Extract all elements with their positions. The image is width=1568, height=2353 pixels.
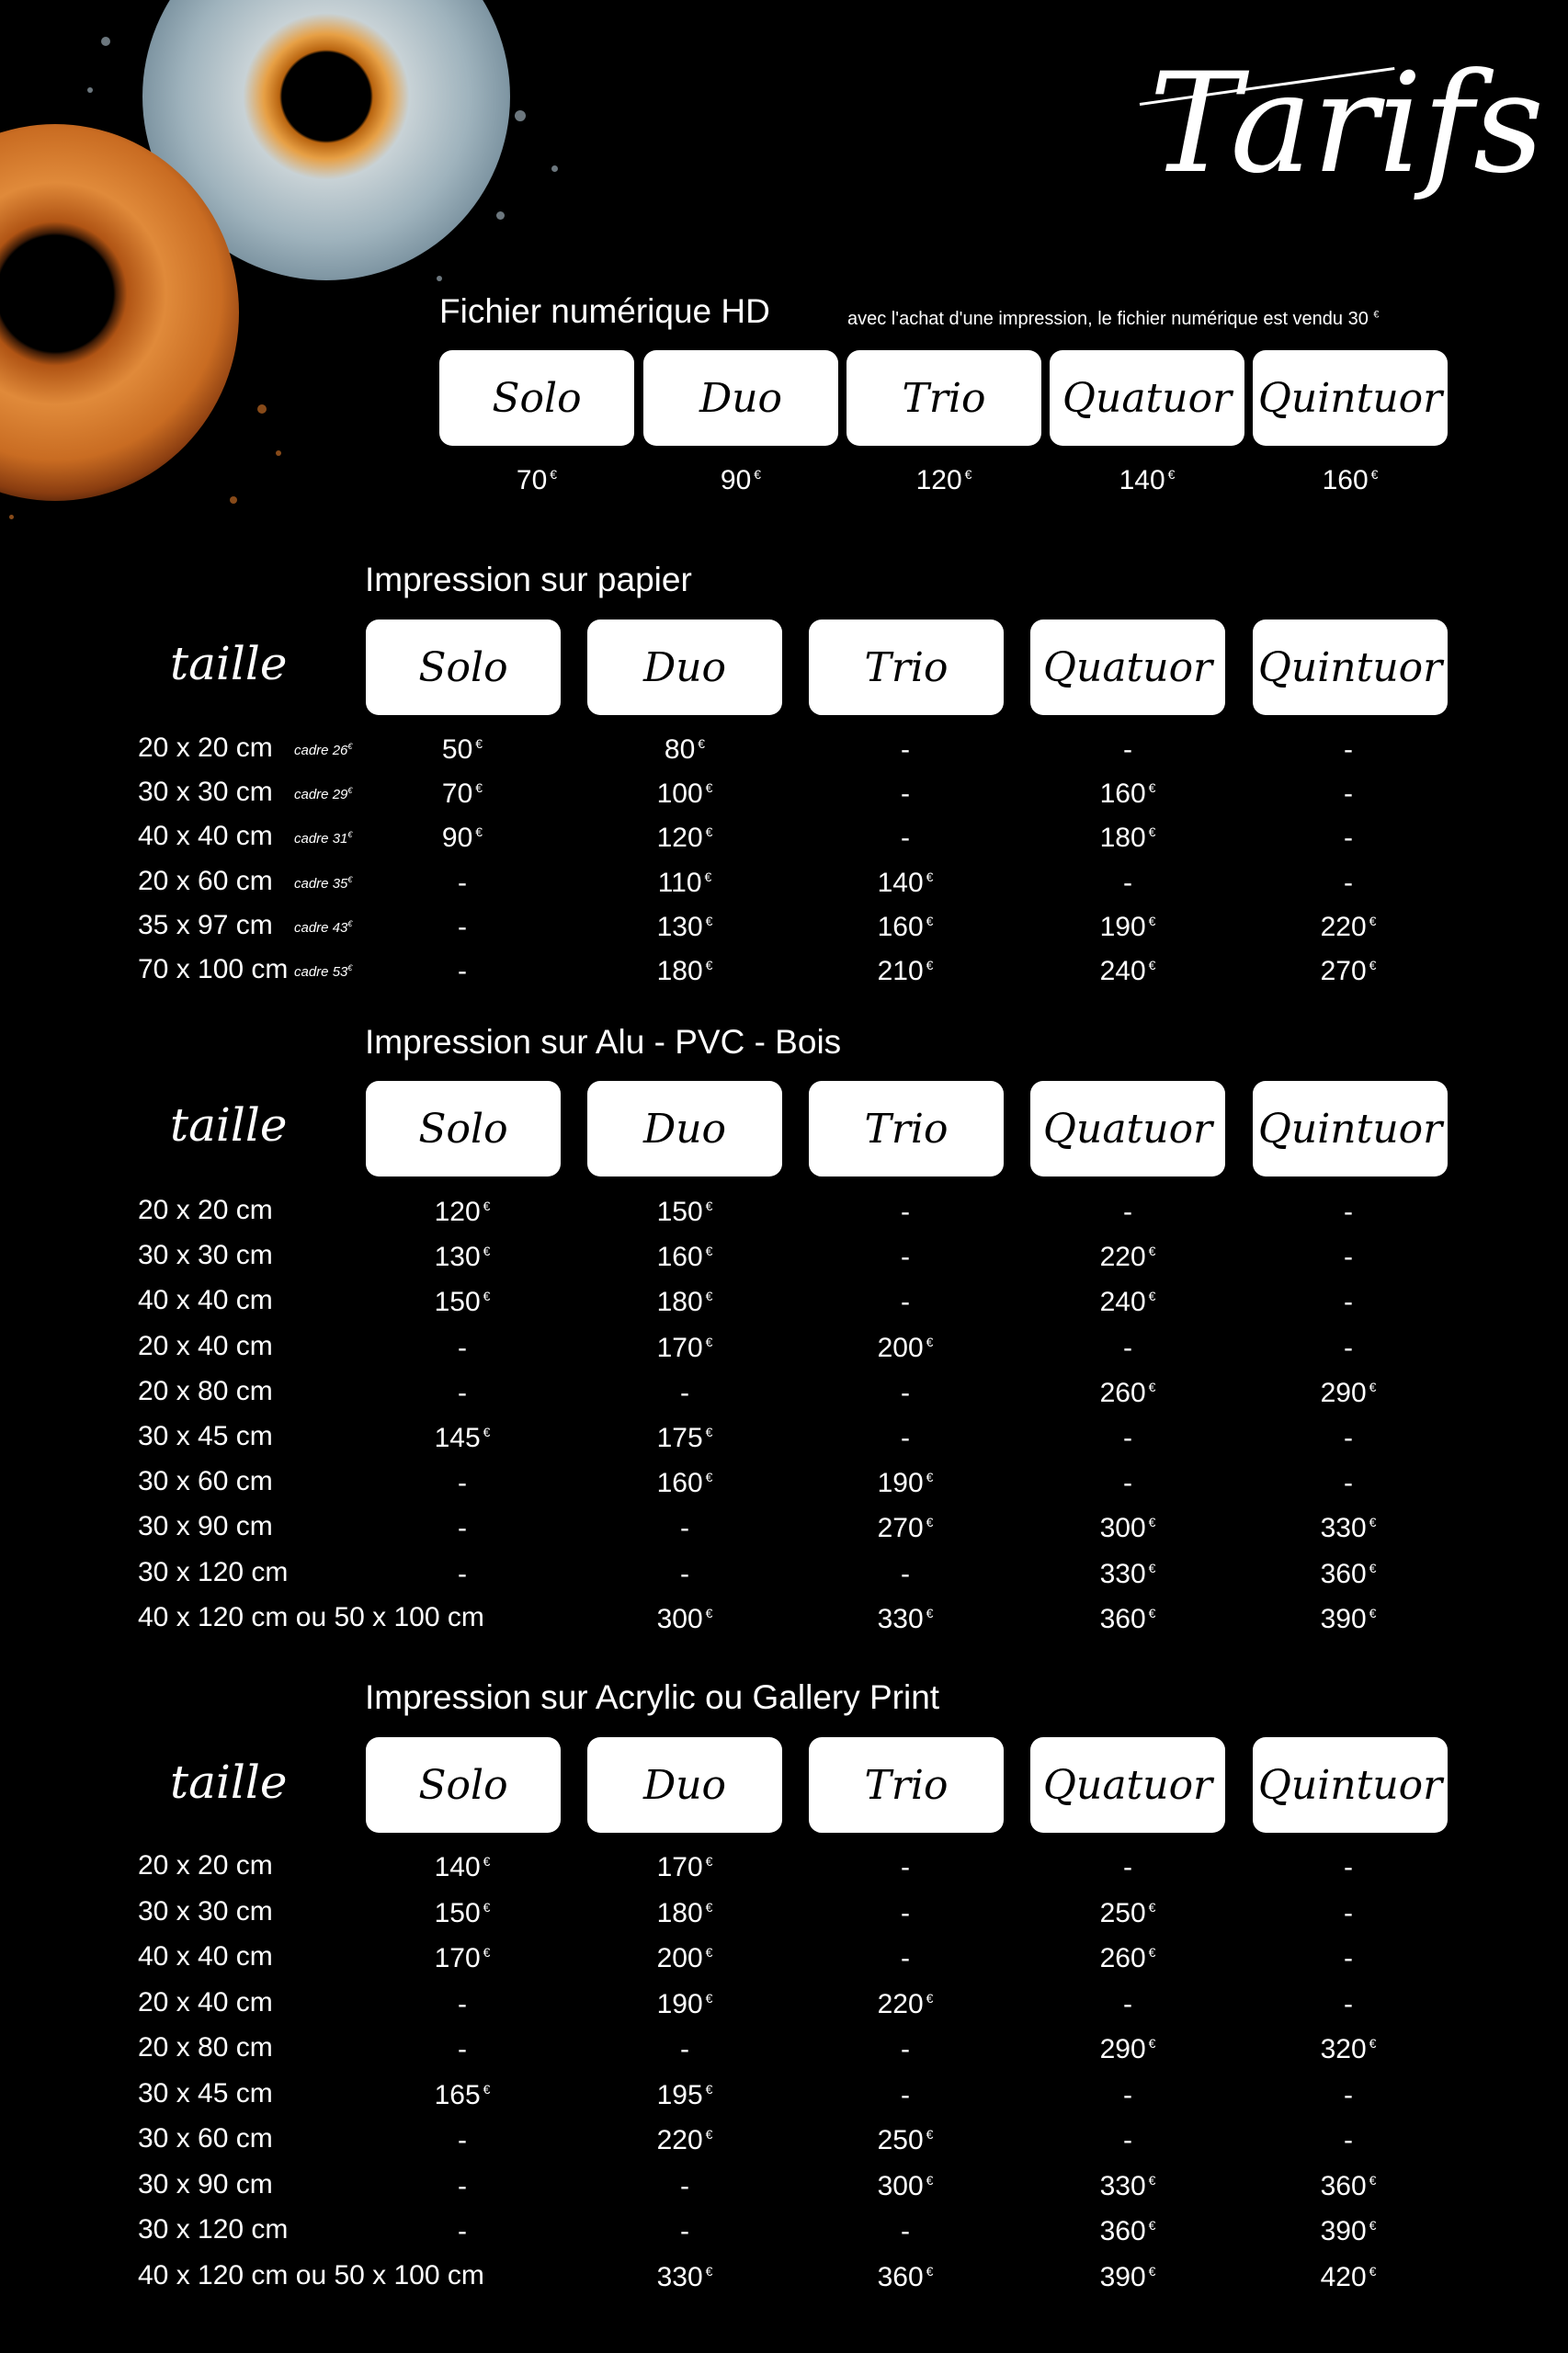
price-cell: 160 € <box>1322 465 1379 495</box>
price-cell: 290 € <box>1320 1377 1377 1408</box>
price-cell: 300 € <box>1099 1513 1156 1544</box>
price-cell: - <box>1344 1332 1353 1363</box>
price-cell: 110 € <box>657 867 712 898</box>
price-cell: - <box>901 1287 910 1318</box>
price-cell: 190 € <box>1099 911 1156 942</box>
size-label: 30 x 30 cm <box>138 1895 273 1927</box>
price-cell: - <box>901 1242 910 1273</box>
size-label: 20 x 80 cm <box>138 1375 273 1406</box>
size-label: 30 x 30 cm <box>138 1240 273 1271</box>
tier-card-quatuor <box>1030 620 1225 715</box>
tier-label: Solo <box>418 1761 508 1809</box>
price-cell: - <box>1123 1332 1132 1363</box>
size-label: 20 x 20 cm <box>138 1195 273 1225</box>
price-cell: 190 € <box>877 1468 934 1499</box>
price-cell: - <box>1344 1468 1353 1499</box>
price-cell: 175 € <box>656 1423 713 1453</box>
paper-taille-label: taille <box>170 637 288 690</box>
tier-card-quintuor <box>1253 1737 1448 1833</box>
price-cell: 140 € <box>877 867 934 898</box>
price-cell: 150 € <box>434 1287 491 1318</box>
price-cell: 200 € <box>656 1943 713 1973</box>
price-cell: 290 € <box>1099 2034 1156 2064</box>
tier-label: Solo <box>418 1105 508 1153</box>
price-cell: 390 € <box>1320 1603 1377 1634</box>
size-label: 40 x 120 cm ou 50 x 100 cm <box>138 2259 484 2290</box>
size-label: 20 x 40 cm <box>138 1986 273 2018</box>
price-cell: 220 € <box>1099 1242 1156 1273</box>
price-cell: - <box>1344 1988 1353 2019</box>
tier-label: Trio <box>864 1761 949 1809</box>
tier-card-trio <box>809 620 1004 715</box>
size-label: 20 x 40 cm <box>138 1330 273 1361</box>
price-cell: 200 € <box>877 1332 934 1363</box>
cadre-label: cadre 53€ <box>294 963 353 980</box>
price-cell: - <box>1344 1197 1353 1227</box>
price-cell: 250 € <box>877 2125 934 2155</box>
price-cell: 180 € <box>656 1287 713 1318</box>
tier-card-trio <box>809 1737 1004 1833</box>
tier-card-duo <box>643 350 838 446</box>
size-label: 35 x 97 cm <box>138 909 273 940</box>
price-cell: - <box>1123 2125 1132 2155</box>
price-cell: 170 € <box>656 1852 713 1882</box>
price-cell: - <box>1344 1852 1353 1882</box>
price-cell: - <box>680 1513 689 1544</box>
price-cell: - <box>1344 734 1353 765</box>
price-cell: 170 € <box>434 1943 491 1973</box>
price-cell: - <box>458 1332 467 1363</box>
price-cell: - <box>1344 823 1353 854</box>
paper-heading: Impression sur papier <box>365 561 692 598</box>
cadre-label: cadre 31€ <box>294 830 353 847</box>
tier-card-quintuor <box>1253 1081 1448 1176</box>
price-cell: - <box>458 1558 467 1589</box>
price-cell: 70 € <box>516 465 558 495</box>
price-cell: 100 € <box>656 779 713 810</box>
price-cell: - <box>458 1988 467 2019</box>
tier-label: Quintuor <box>1257 1761 1443 1809</box>
price-cell: 120 € <box>434 1197 491 1227</box>
tier-card-quatuor <box>1030 1081 1225 1176</box>
tier-label: Duo <box>642 1105 727 1153</box>
price-cell: 120 € <box>915 465 972 495</box>
price-cell: 330 € <box>656 2261 713 2292</box>
size-label: 30 x 120 cm <box>138 2214 289 2245</box>
size-label: 40 x 120 cm ou 50 x 100 cm <box>138 1601 484 1632</box>
price-cell: - <box>901 1377 910 1408</box>
price-cell: - <box>458 2125 467 2155</box>
price-cell: 240 € <box>1099 1287 1156 1318</box>
price-cell: 220 € <box>656 2125 713 2155</box>
price-cell: - <box>1344 1423 1353 1453</box>
price-cell: 180 € <box>1099 823 1156 854</box>
size-label: 30 x 45 cm <box>138 1421 273 1451</box>
price-cell: 250 € <box>1099 1897 1156 1928</box>
alu-heading: Impression sur Alu - PVC - Bois <box>365 1023 842 1061</box>
price-cell: 330 € <box>1099 1558 1156 1589</box>
tier-label: Quintuor <box>1257 643 1443 691</box>
size-label: 20 x 60 cm <box>138 865 273 896</box>
price-cell: - <box>1344 1897 1353 1928</box>
tier-label: Quintuor <box>1257 374 1443 422</box>
cadre-label: cadre 26€ <box>294 742 353 758</box>
tier-card-duo <box>587 620 782 715</box>
tier-card-quatuor <box>1030 1737 1225 1833</box>
tier-label: Trio <box>864 1105 949 1153</box>
tier-label: Duo <box>642 1761 727 1809</box>
alu-taille-label: taille <box>170 1098 288 1152</box>
price-cell: 90 € <box>441 823 483 854</box>
price-cell: 150 € <box>434 1897 491 1928</box>
price-cell: 90 € <box>720 465 762 495</box>
price-cell: - <box>1344 2125 1353 2155</box>
price-cell: - <box>680 2170 689 2201</box>
price-cell: - <box>458 2170 467 2201</box>
price-cell: - <box>1344 1943 1353 1973</box>
price-cell: - <box>458 1377 467 1408</box>
size-label: 30 x 120 cm <box>138 1556 289 1587</box>
price-cell: - <box>1344 1287 1353 1318</box>
size-label: 20 x 80 cm <box>138 2032 273 2063</box>
price-cell: - <box>1123 1468 1132 1499</box>
price-cell: - <box>1123 1423 1132 1453</box>
price-cell: 190 € <box>656 1988 713 2019</box>
tier-label: Trio <box>902 374 986 422</box>
tier-label: Quatuor <box>1062 374 1233 422</box>
price-cell: 160 € <box>877 911 934 942</box>
price-cell: - <box>1123 2079 1132 2110</box>
price-cell: 210 € <box>877 956 934 986</box>
size-label: 40 x 40 cm <box>138 821 273 852</box>
tier-card-solo <box>366 1737 561 1833</box>
price-cell: 70 € <box>441 779 483 810</box>
price-cell: 390 € <box>1320 2216 1377 2246</box>
tier-label: Duo <box>699 374 783 422</box>
size-label: 30 x 60 cm <box>138 2123 273 2154</box>
price-cell: 360 € <box>1320 2170 1377 2201</box>
price-cell: - <box>901 1197 910 1227</box>
price-cell: 160 € <box>656 1468 713 1499</box>
price-cell: 330 € <box>877 1603 934 1634</box>
cadre-label: cadre 29€ <box>294 786 353 803</box>
price-cell: - <box>1344 779 1353 810</box>
price-cell: - <box>1344 2079 1353 2110</box>
price-cell: 300 € <box>656 1603 713 1634</box>
price-cell: - <box>458 1468 467 1499</box>
price-cell: 260 € <box>1099 1943 1156 1973</box>
price-cell: - <box>458 2216 467 2246</box>
price-cell: - <box>458 956 467 986</box>
price-cell: 140 € <box>434 1852 491 1882</box>
size-label: 30 x 90 cm <box>138 2168 273 2200</box>
price-cell: - <box>901 1943 910 1973</box>
tier-label: Duo <box>642 643 727 691</box>
size-label: 30 x 45 cm <box>138 2077 273 2109</box>
price-cell: - <box>901 1852 910 1882</box>
price-cell: 300 € <box>877 2170 934 2201</box>
price-cell: 160 € <box>656 1242 713 1273</box>
price-cell: 240 € <box>1099 956 1156 986</box>
price-cell: 80 € <box>664 734 706 765</box>
price-cell: - <box>901 1558 910 1589</box>
tier-label: Quatuor <box>1042 1105 1213 1153</box>
tier-card-trio <box>809 1081 1004 1176</box>
price-cell: 270 € <box>877 1513 934 1544</box>
price-cell: - <box>458 867 467 898</box>
price-cell: 330 € <box>1099 2170 1156 2201</box>
size-label: 30 x 30 cm <box>138 777 273 808</box>
tier-card-duo <box>587 1737 782 1833</box>
price-cell: 420 € <box>1320 2261 1377 2292</box>
price-cell: 390 € <box>1099 2261 1156 2292</box>
price-cell: - <box>901 2216 910 2246</box>
tier-label: Quatuor <box>1042 643 1213 691</box>
price-cell: - <box>901 1897 910 1928</box>
size-label: 30 x 90 cm <box>138 1511 273 1542</box>
price-cell: - <box>901 779 910 810</box>
tier-label: Quintuor <box>1257 1105 1443 1153</box>
acrylic-taille-label: taille <box>170 1756 288 1809</box>
tier-card-solo <box>439 350 634 446</box>
tier-card-trio <box>846 350 1041 446</box>
price-cell: 220 € <box>1320 911 1377 942</box>
digital-note: avec l'achat d'une impression, le fichier numérique est vendu 30 € <box>847 309 1380 329</box>
price-cell: - <box>901 823 910 854</box>
price-cell: 140 € <box>1119 465 1176 495</box>
tier-card-solo <box>366 1081 561 1176</box>
price-cell: 130 € <box>434 1242 491 1273</box>
tier-card-duo <box>587 1081 782 1176</box>
tier-card-quatuor <box>1050 350 1244 446</box>
acrylic-heading: Impression sur Acrylic ou Gallery Print <box>365 1678 940 1716</box>
price-cell: 160 € <box>1099 779 1156 810</box>
price-cell: - <box>1123 1197 1132 1227</box>
price-cell: - <box>1123 1988 1132 2019</box>
tier-card-solo <box>366 620 561 715</box>
cadre-label: cadre 35€ <box>294 874 353 892</box>
tier-label: Quatuor <box>1042 1761 1213 1809</box>
price-cell: 150 € <box>656 1197 713 1227</box>
price-cell: 360 € <box>1099 1603 1156 1634</box>
price-cell: - <box>680 1558 689 1589</box>
price-cell: - <box>901 734 910 765</box>
price-cell: - <box>901 2079 910 2110</box>
cadre-label: cadre 43€ <box>294 918 353 936</box>
price-cell: - <box>458 2034 467 2064</box>
size-label: 70 x 100 cm <box>138 954 289 984</box>
price-cell: 260 € <box>1099 1377 1156 1408</box>
price-cell: 195 € <box>656 2079 713 2110</box>
digital-heading: Fichier numérique HD <box>439 292 770 330</box>
price-cell: - <box>458 911 467 942</box>
price-cell: 120 € <box>656 823 713 854</box>
price-cell: - <box>680 2216 689 2246</box>
price-cell: - <box>680 1377 689 1408</box>
tier-card-quintuor <box>1253 350 1448 446</box>
price-cell: - <box>1123 867 1132 898</box>
price-cell: 320 € <box>1320 2034 1377 2064</box>
price-cell: - <box>458 1513 467 1544</box>
price-cell: - <box>1344 867 1353 898</box>
price-cell: 360 € <box>1099 2216 1156 2246</box>
price-cell: 270 € <box>1320 956 1377 986</box>
price-cell: 170 € <box>656 1332 713 1363</box>
tier-card-quintuor <box>1253 620 1448 715</box>
price-cell: 50 € <box>441 734 483 765</box>
price-cell: 360 € <box>1320 1558 1377 1589</box>
price-cell: 180 € <box>656 956 713 986</box>
tier-label: Solo <box>492 374 582 422</box>
price-cell: - <box>1123 1852 1132 1882</box>
price-cell: - <box>901 2034 910 2064</box>
size-label: 40 x 40 cm <box>138 1285 273 1316</box>
price-cell: - <box>901 1423 910 1453</box>
price-cell: 165 € <box>434 2079 491 2110</box>
price-cell: - <box>1344 1242 1353 1273</box>
page-title: Tarifs <box>1149 44 1545 204</box>
price-cell: 180 € <box>656 1897 713 1928</box>
price-cell: - <box>1123 734 1132 765</box>
price-cell: 220 € <box>877 1988 934 2019</box>
size-label: 20 x 20 cm <box>138 733 273 763</box>
price-cell: 360 € <box>877 2261 934 2292</box>
price-cell: 330 € <box>1320 1513 1377 1544</box>
size-label: 30 x 60 cm <box>138 1466 273 1497</box>
price-cell: 130 € <box>656 911 713 942</box>
size-label: 20 x 20 cm <box>138 1850 273 1881</box>
price-cell: 145 € <box>434 1423 491 1453</box>
price-cell: - <box>680 2034 689 2064</box>
tier-label: Trio <box>864 643 949 691</box>
size-label: 40 x 40 cm <box>138 1941 273 1972</box>
tier-label: Solo <box>418 643 508 691</box>
